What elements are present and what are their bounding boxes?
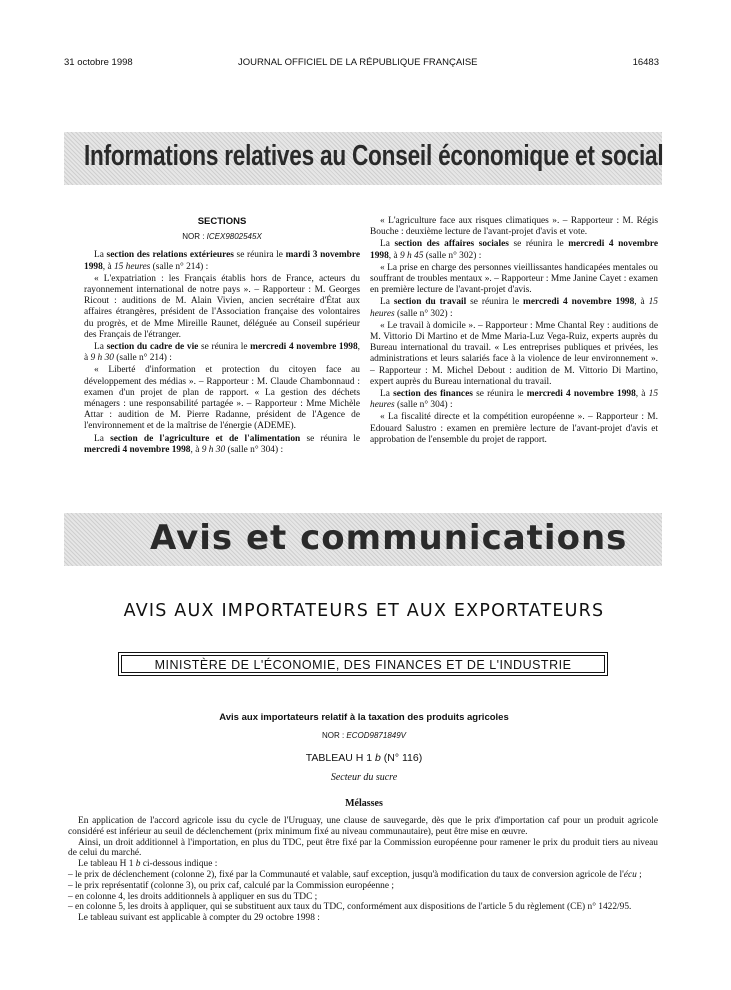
list-item: – le prix représentatif (colonne 3), ou prix caf, calculé par la Commission européenne ;	[68, 880, 394, 891]
header-page-number: 16483	[632, 57, 659, 68]
paragraph: « La fiscalité directe et la compétition européenne ». – Rapporteur : M. Edouard Salustro : examen en première lecture de l'avant-projet d'avis et approbation de l'ensemble du projet de rapport.	[370, 412, 658, 445]
paragraph: Le tableau suivant est applicable à compter du 29 octobre 1998 :	[78, 913, 320, 924]
paragraph: La section du cadre de vie se réunira le mercredi 4 novembre 1998, à 9 h 30 (salle n° 214) :	[84, 342, 360, 364]
avis-nor: NOR : ECOD9871849V	[321, 731, 407, 740]
list-item: – en colonne 5, les droits à appliquer, qui se substituent aux taux du TDC, conformément aux dispositions de l'article 5 du règlement (CE) n° 1422/95.	[68, 902, 632, 913]
sections-nor: NOR : ICEX9802545X	[182, 232, 262, 242]
secteur-label: Secteur du sucre	[330, 772, 398, 783]
list	[68, 870, 658, 913]
ministry-box: MINISTÈRE DE L'ÉCONOMIE, DES FINANCES ET DE L'INDUSTRIE	[118, 652, 608, 676]
sections-title: SECTIONS	[197, 216, 247, 227]
paragraph: « La prise en charge des personnes vieillissantes handicapées mentales ou souffrant de troubles mentaux ». – Rapporteur : Mme Janine Cayet : examen en première lecture de l'avant-projet d'avis.	[370, 262, 658, 296]
banner-title: Avis et communications	[150, 518, 628, 558]
paragraph: La section des affaires sociales se réunira le mercredi 4 novembre 1998, à 9 h 45 (salle n° 302) :	[370, 239, 659, 261]
list-item: – en colonne 4, les droits additionnels à appliquer en sus du TDC ;	[68, 891, 318, 902]
banner-conseil-economique	[64, 132, 662, 185]
banner-avis-communications	[64, 513, 662, 566]
header-date: 31 octobre 1998	[64, 57, 133, 68]
sections-left-column	[84, 216, 360, 457]
banner-title: Informations relatives au Conseil économique et social	[84, 140, 664, 172]
paragraph: La section de l'agriculture et de l'alimentation se réunira le mercredi 4 novembre 1998, à 9 h 30 (salle n° 304) :	[84, 433, 361, 455]
paragraph: Le tableau H 1 b ci-dessous indique :	[78, 859, 218, 870]
paragraph: « Liberté d'information et protection du citoyen face au développement des médias ». – Rapporteur : M. Claude Chambonnaud : examen d'un projet de plan de rapport. « La gestion des déchets ménagers : une responsabilité partagée ». – Rapporteur : Mme Michèle Attar : audition de M. Pierre Radanne, président de l'Agence de l'environnement et de la maîtrise de l'énergie (ADEME).	[84, 365, 360, 432]
paragraph: En application de l'accord agricole issu du cycle de l'Uruguay, une clause de sauvegarde, dès que le prix d'importation caf pour un produit agricole considéré est inférieur au seuil de déclenchement (prix minimum fixé au niveau communautaire), peut être mise en œuvre.	[68, 816, 658, 837]
avis-body	[68, 816, 658, 924]
paragraph: La section des relations extérieures se réunira le mardi 3 novembre 1998, à 15 heures (salle n° 214) :	[84, 250, 361, 272]
page-header	[64, 57, 659, 71]
paragraph: « Le travail à domicile ». – Rapporteur : Mme Chantal Rey : auditions de M. Vittorio Di Martino et de Mme Maria-Luz Vega-Ruiz, experts auprès du Bureau international du travail. « Les entreprises publiques et privées, les administrations et leurs salariés face à la violence de leur environnement ». – Rapporteur : M. Michel Debout : audition de M. Vittorio Di Martino, expert auprès du Bureau international du travail.	[370, 320, 658, 387]
section-heading: AVIS AUX IMPORTATEURS ET AUX EXPORTATEURS	[123, 601, 605, 621]
paragraph: La section du travail se réunira le mercredi 4 novembre 1998, à 15 heures (salle n° 302) :	[370, 297, 658, 319]
paragraph: « L'expatriation : les Français établis hors de France, acteurs du rayonnement international de notre pays ». – Rapporteur : M. Georges Ricout : auditions de M. Alain Vivien, ancien secrétaire d'État aux affaires étrangères, président de l'Association française des volontaires du progrès, et de Mme Mireille Raunet, déléguée au Conseil supérieur des Français de l'étranger.	[84, 273, 360, 340]
tableau-title: TABLEAU H 1 b (N° 116)	[305, 752, 423, 764]
avis-title: Avis aux importateurs relatif à la taxation des produits agricoles	[219, 712, 509, 723]
header-journal: JOURNAL OFFICIEL DE LA RÉPUBLIQUE FRANÇAISE	[238, 57, 478, 68]
paragraph: La section des finances se réunira le mercredi 4 novembre 1998, à 15 heures (salle n° 304) :	[370, 389, 659, 411]
list-item: – le prix de déclenchement (colonne 2), fixé par la Communauté et valable, sauf exception, jusqu'à modification du taux de conversion agricole de l'écu ;	[68, 869, 642, 880]
sections-right-column	[370, 216, 658, 447]
product-label: Mélasses	[345, 798, 383, 809]
paragraph: « L'agriculture face aux risques climatiques ». – Rapporteur : M. Régis Bouche : deuxième lecture de l'avant-projet d'avis et vote.	[370, 216, 658, 238]
paragraph: Ainsi, un droit additionnel à l'importation, en plus du TDC, peut être fixé par la Commission européenne pour ramener le prix du produit tiers au niveau de celui du marché.	[68, 837, 658, 859]
